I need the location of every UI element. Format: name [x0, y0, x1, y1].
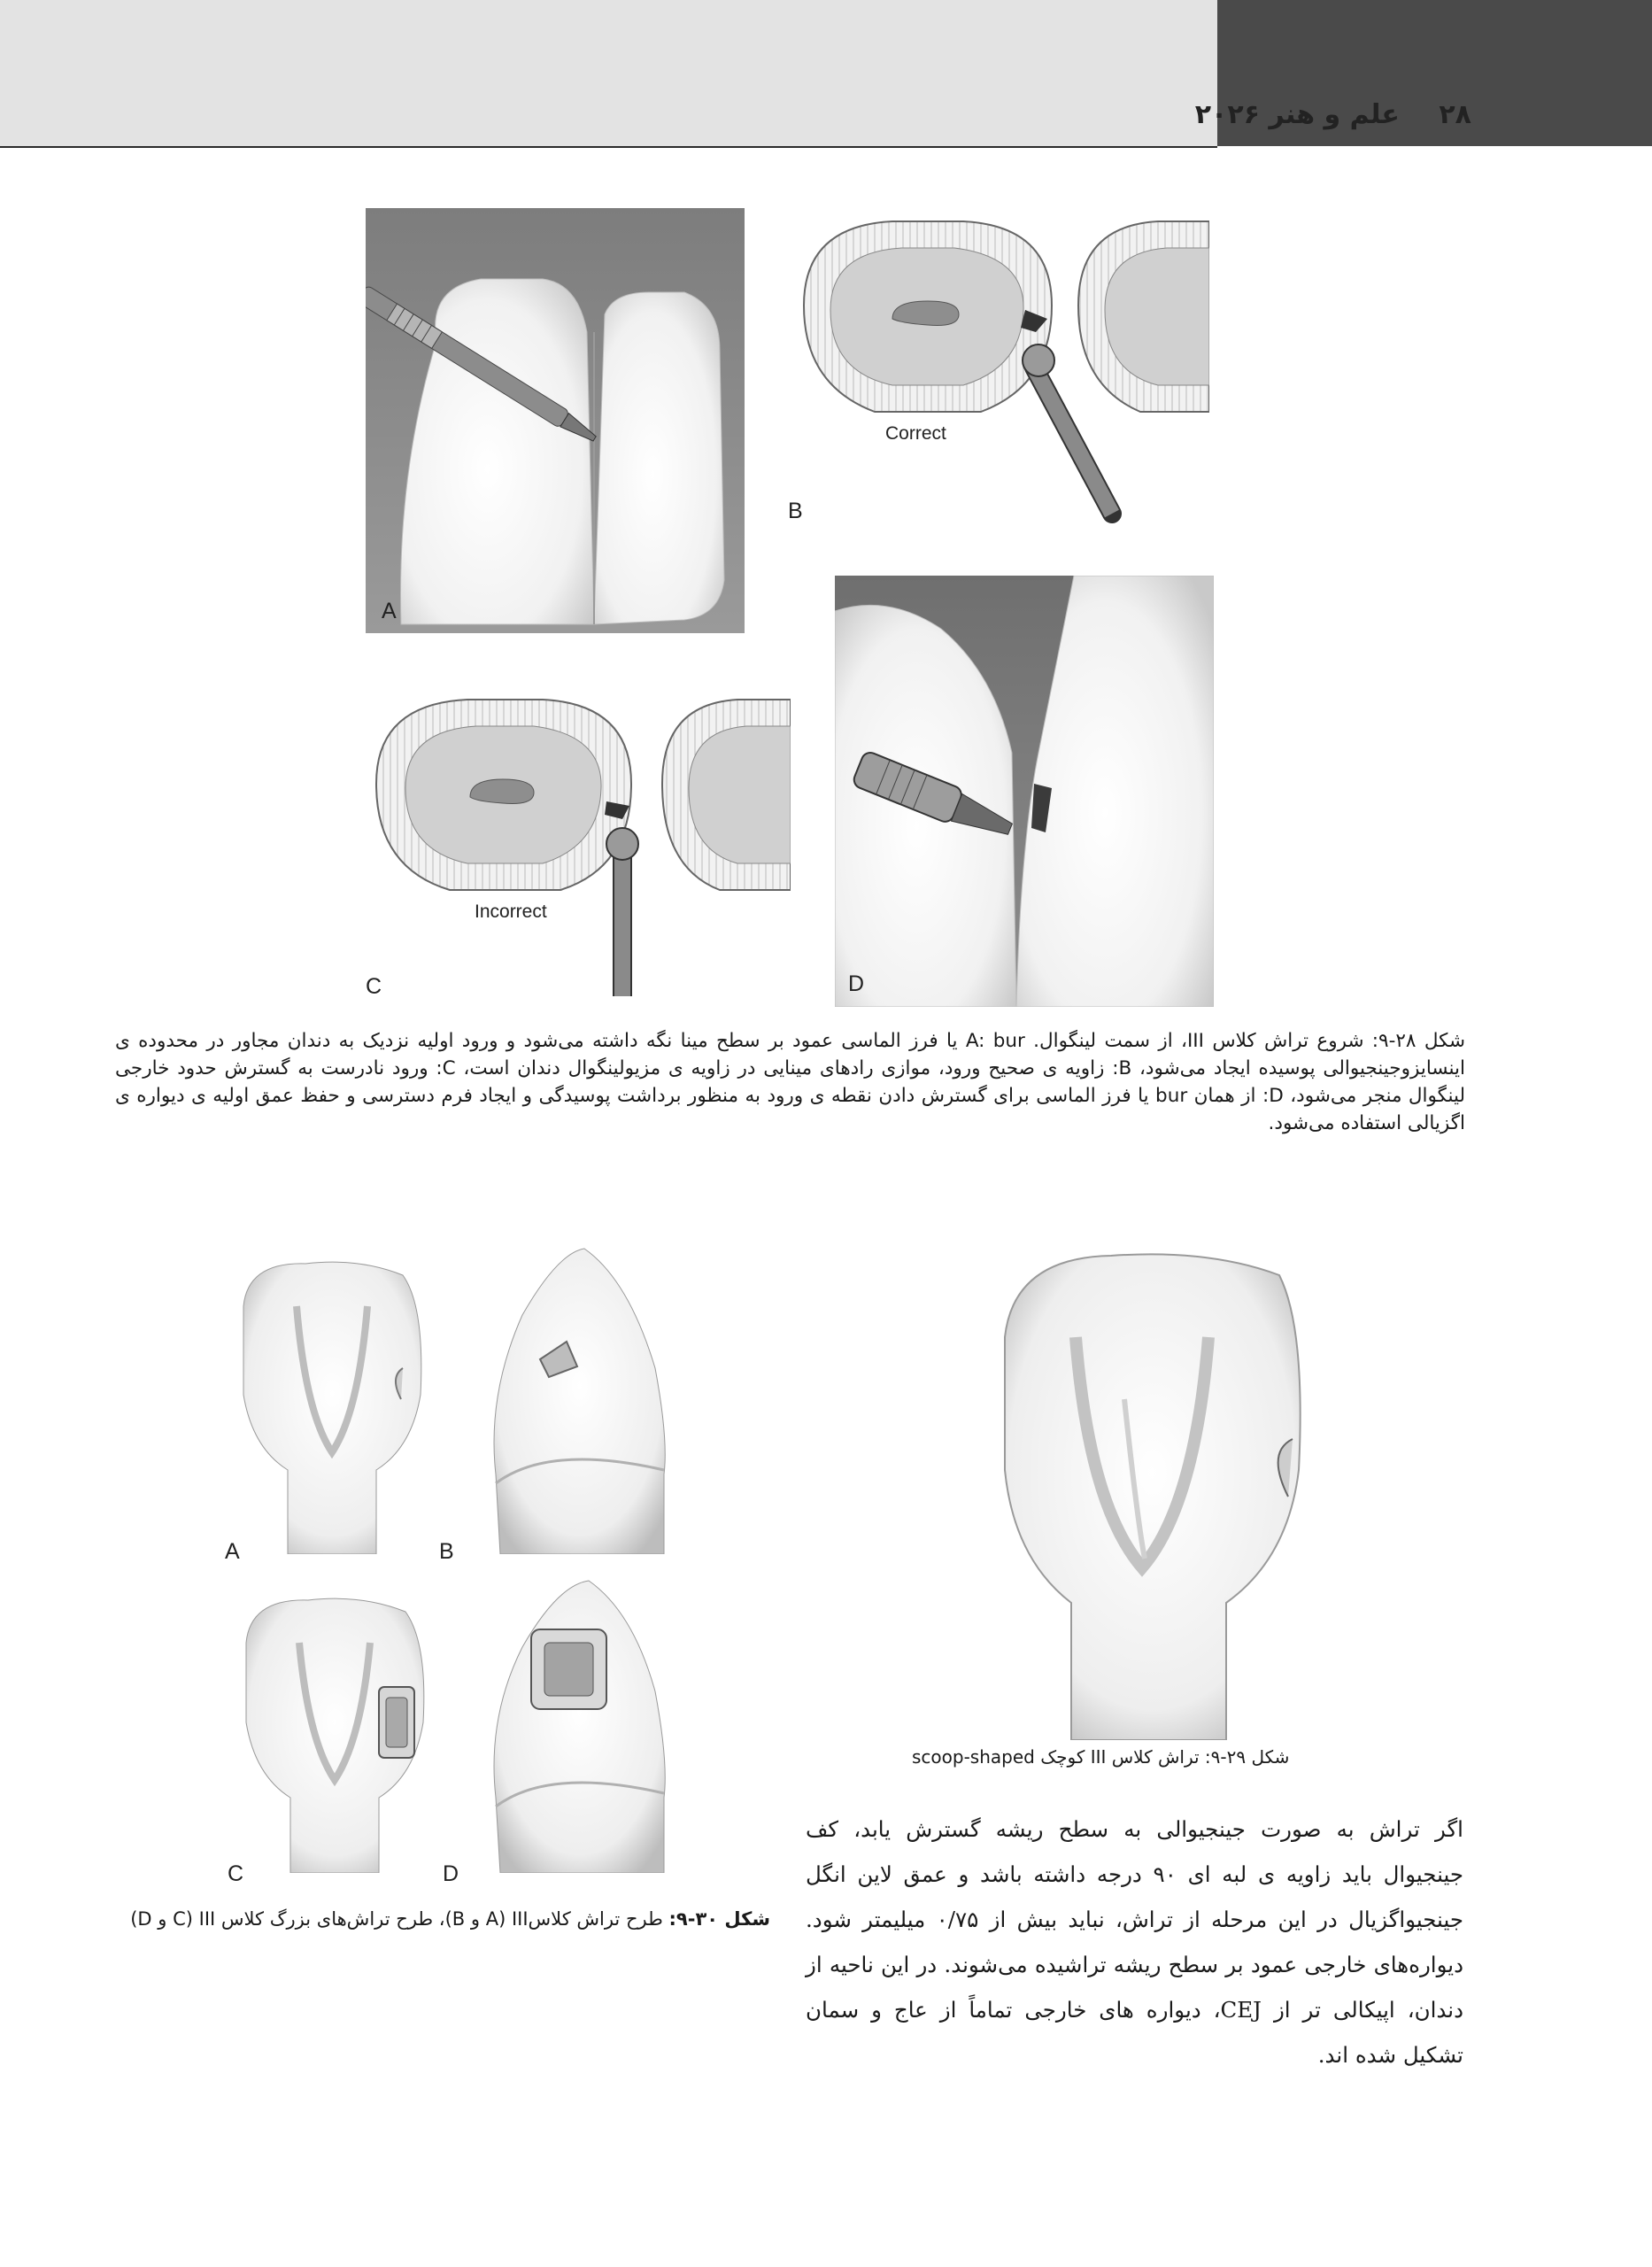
figure-29-caption: شکل ۲۹-۹: تراش کلاس III کوچک scoop-shaped [912, 1746, 1290, 1768]
figure-28-panel-a-photo [366, 208, 745, 633]
figure-28-panel-b-diagram [786, 208, 1209, 536]
header-band [0, 0, 1217, 148]
page-number: ۲۸ [1439, 99, 1471, 130]
figure-29-tooth [987, 1240, 1310, 1740]
figure-28-caption: شکل ۲۸-۹: شروع تراش کلاس III، از سمت لینگوال. A: bur یا فرز الماسی عمود بر سطح مینا نگه داشته می‌شود و ورود اولیه نزدیک به دندان مجاور در محدوده ی اینسایزوجینجیوالی پوسیده ایجاد می‌شود، B: زاویه ی صحیح ورود، موازی رادهای مینایی در زاویه ی مزیولینگوال دندان است، C: ورود نادرست به گسترش حدود خارجی لینگوال منجر می‌شود، D: از همان bur یا فرز الماسی برای گسترش دادن نقطه ی ورود به منظور برداشت پوسیدگی و ایجاد فرم دسترسی و حفظ عمق اولیه ی دیواره ی اگزیالی استفاده می‌شود. [115, 1030, 1465, 1134]
figure-30-panel-a-tooth [226, 1253, 438, 1554]
figure-30-caption-text: طرح تراش کلاسIII (A و B)، طرح تراش‌های بزرگ کلاس III (C و D) [130, 1908, 669, 1930]
figure-28-label-c: C [366, 974, 382, 999]
figure-30-caption [115, 1904, 770, 1934]
figure-30-label-a: A [225, 1539, 240, 1564]
figure-30-label-d: D [443, 1861, 459, 1886]
running-title: علم و هنر ۲۰۲۶ [1194, 99, 1400, 130]
running-head [1195, 99, 1471, 130]
figure-28-panel-d-photo [835, 576, 1214, 1007]
figure-28-label-d: D [848, 971, 865, 996]
figure-28-panel-c-diagram [366, 673, 791, 1005]
figure-30-panel-b-tooth [478, 1244, 682, 1554]
figure-30-label-b: B [439, 1539, 454, 1564]
figure-30-panel-c-tooth [237, 1590, 441, 1873]
body-paragraph: اگر تراش به صورت جینجیوالی به سطح ریشه گسترش یابد، کف جینجیوال باید زاویه ی لبه ای ۹۰ درجه داشته باشد و عمق لاین انگل جینجیواگزیال در این مرحله از تراش، نباید بیش از ۰/۷۵ میلیمتر شود. دیواره‌های خارجی عمود بر سطح ریشه تراشیده می‌شوند. در این ناحیه از دندان، اپیکالی تر از CEJ، دیواره های خارجی تماماً از عاج و سمان تشکیل شده اند. [806, 1816, 1463, 2068]
figure-28-label-b: B [788, 499, 803, 523]
figure-28-label-correct: Correct [885, 423, 946, 444]
figure-28-label-a: A [382, 599, 397, 623]
figure-30-caption-label: شکل ۳۰-۹: [668, 1908, 770, 1930]
figure-28-label-incorrect: Incorrect [475, 901, 547, 922]
figure-30-label-c: C [228, 1861, 244, 1886]
figure-30-panel-d-tooth [478, 1576, 682, 1873]
